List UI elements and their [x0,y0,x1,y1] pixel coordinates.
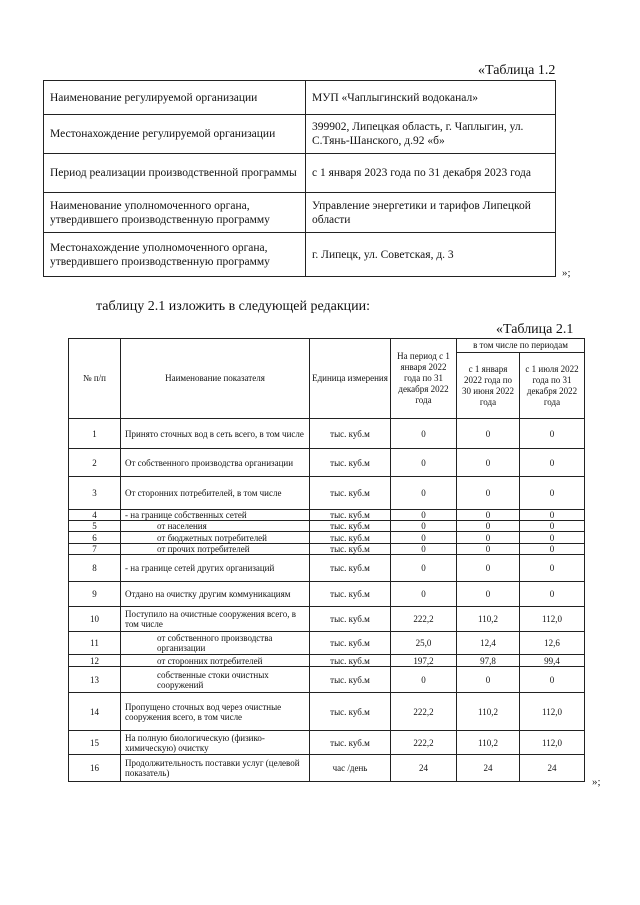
row-name: Отдано на очистку другим коммуникациям [121,582,310,607]
table1-label: Местонахождение регулируемой организации [44,115,306,154]
row-unit: тыс. куб.м [310,667,391,693]
table-row [69,477,585,510]
row-unit: тыс. куб.м [310,521,391,532]
row-half2: 0 [520,521,585,532]
table-row [69,544,585,555]
row-half1: 0 [457,510,520,521]
row-number: 4 [69,510,121,521]
header-num: № п/п [69,339,121,419]
row-number: 1 [69,419,121,449]
row-name: от населения [121,521,310,532]
row-half1: 110,2 [457,731,520,755]
row-total: 0 [391,521,457,532]
row-unit: тыс. куб.м [310,607,391,632]
header-name: Наименование показателя [121,339,310,419]
row-number: 10 [69,607,121,632]
row-half1: 110,2 [457,693,520,731]
table2-body [69,419,585,782]
table1-value: Управление энергетики и тарифов Липецкой области [306,193,556,233]
row-total: 222,2 [391,693,457,731]
row-half2: 99,4 [520,655,585,667]
row-unit: тыс. куб.м [310,582,391,607]
table-row [69,555,585,582]
row-total: 197,2 [391,655,457,667]
row-half2: 12,6 [520,632,585,655]
row-number: 13 [69,667,121,693]
row-name: - на границе собственных сетей [121,510,310,521]
row-name: от сторонних потребителей [121,655,310,667]
row-half1: 0 [457,544,520,555]
row-half1: 0 [457,419,520,449]
table1-value: 399902, Липецкая область, г. Чаплыгин, ул. С.Тянь-Шанского, д.92 «б» [306,115,556,154]
table1-row [44,81,556,115]
table1-label: Местонахождение уполномоченного органа, утвердившего производственную программу [44,233,306,277]
row-name: От сторонних потребителей, в том числе [121,477,310,510]
row-total: 0 [391,449,457,477]
table1-row [44,115,556,154]
row-half2: 112,0 [520,731,585,755]
row-unit: час /день [310,755,391,782]
row-total: 25,0 [391,632,457,655]
row-half2: 0 [520,419,585,449]
table-row [69,655,585,667]
indicators-table [68,338,585,782]
table1-row [44,233,556,277]
row-total: 0 [391,555,457,582]
table-row [69,419,585,449]
row-half1: 0 [457,521,520,532]
table-row [69,632,585,655]
row-name: собственные стоки очистных сооружений [121,667,310,693]
table2-header-row [69,339,585,353]
row-half1: 0 [457,532,520,544]
row-name: от бюджетных потребителей [121,532,310,544]
row-total: 0 [391,667,457,693]
row-number: 11 [69,632,121,655]
row-total: 0 [391,532,457,544]
table1-value: МУП «Чаплыгинский водоканал» [306,81,556,115]
header-including: в том числе по периодам [457,339,585,353]
row-half1: 0 [457,449,520,477]
table1-value: с 1 января 2023 года по 31 декабря 2023 года [306,154,556,193]
row-unit: тыс. куб.м [310,419,391,449]
row-unit: тыс. куб.м [310,655,391,667]
table-row [69,667,585,693]
row-half2: 0 [520,555,585,582]
row-half1: 0 [457,667,520,693]
table1-label: Период реализации производственной программы [44,154,306,193]
row-total: 0 [391,582,457,607]
table-row [69,521,585,532]
row-total: 0 [391,419,457,449]
row-half2: 0 [520,582,585,607]
row-number: 8 [69,555,121,582]
row-number: 3 [69,477,121,510]
row-name: от собственного производства организации [121,632,310,655]
instruction-paragraph: таблицу 2.1 изложить в следующей редакции: [96,299,371,314]
table1-label: Наименование уполномоченного органа, утвердившего производственную программу [44,193,306,233]
table1-row [44,154,556,193]
table-row [69,755,585,782]
row-unit: тыс. куб.м [310,532,391,544]
row-half2: 0 [520,510,585,521]
row-half1: 0 [457,555,520,582]
row-number: 7 [69,544,121,555]
row-half2: 0 [520,544,585,555]
row-half1: 0 [457,477,520,510]
row-name: Поступило на очистные сооружения всего, в том числе [121,607,310,632]
organization-info-table [43,80,556,277]
row-half2: 0 [520,532,585,544]
row-name: От собственного производства организации [121,449,310,477]
row-number: 5 [69,521,121,532]
table1-caption: «Таблица 1.2 [478,63,556,78]
row-number: 9 [69,582,121,607]
row-half2: 0 [520,449,585,477]
row-unit: тыс. куб.м [310,632,391,655]
header-half1: с 1 января 2022 года по 30 июня 2022 года [457,353,520,419]
row-half2: 112,0 [520,693,585,731]
row-half2: 24 [520,755,585,782]
row-number: 2 [69,449,121,477]
row-unit: тыс. куб.м [310,544,391,555]
row-unit: тыс. куб.м [310,477,391,510]
row-name: Продолжительность поставки услуг (целевой показатель) [121,755,310,782]
row-name: от прочих потребителей [121,544,310,555]
row-unit: тыс. куб.м [310,731,391,755]
row-name: - на границе сетей других организаций [121,555,310,582]
row-half1: 97,8 [457,655,520,667]
row-total: 0 [391,544,457,555]
row-name: Пропущено сточных вод через очистные сооружения всего, в том числе [121,693,310,731]
row-half1: 110,2 [457,607,520,632]
table-row [69,582,585,607]
row-number: 12 [69,655,121,667]
table2-closing-quote: »; [592,776,601,788]
header-half2: с 1 июля 2022 года по 31 декабря 2022 года [520,353,585,419]
row-unit: тыс. куб.м [310,555,391,582]
table-row [69,449,585,477]
row-half2: 0 [520,667,585,693]
table-row [69,532,585,544]
row-name: На полную биологическую (физико-химическую) очистку [121,731,310,755]
row-total: 222,2 [391,731,457,755]
table-row [69,693,585,731]
table1-closing-quote: »; [562,267,571,279]
row-half1: 24 [457,755,520,782]
table-row [69,731,585,755]
row-number: 14 [69,693,121,731]
table1-label: Наименование регулируемой организации [44,81,306,115]
table1-value: г. Липецк, ул. Советская, д. 3 [306,233,556,277]
table2-caption: «Таблица 2.1 [496,322,574,337]
row-half1: 12,4 [457,632,520,655]
header-unit: Единица измерения [310,339,391,419]
row-total: 24 [391,755,457,782]
row-half2: 0 [520,477,585,510]
row-unit: тыс. куб.м [310,693,391,731]
row-unit: тыс. куб.м [310,510,391,521]
row-number: 6 [69,532,121,544]
table-row [69,607,585,632]
table-row [69,510,585,521]
table1-row [44,193,556,233]
row-name: Принято сточных вод в сеть всего, в том числе [121,419,310,449]
row-half1: 0 [457,582,520,607]
row-half2: 112,0 [520,607,585,632]
header-period: На период с 1 января 2022 года по 31 декабря 2022 года [391,339,457,419]
row-number: 15 [69,731,121,755]
row-total: 0 [391,510,457,521]
row-total: 0 [391,477,457,510]
row-total: 222,2 [391,607,457,632]
row-number: 16 [69,755,121,782]
row-unit: тыс. куб.м [310,449,391,477]
